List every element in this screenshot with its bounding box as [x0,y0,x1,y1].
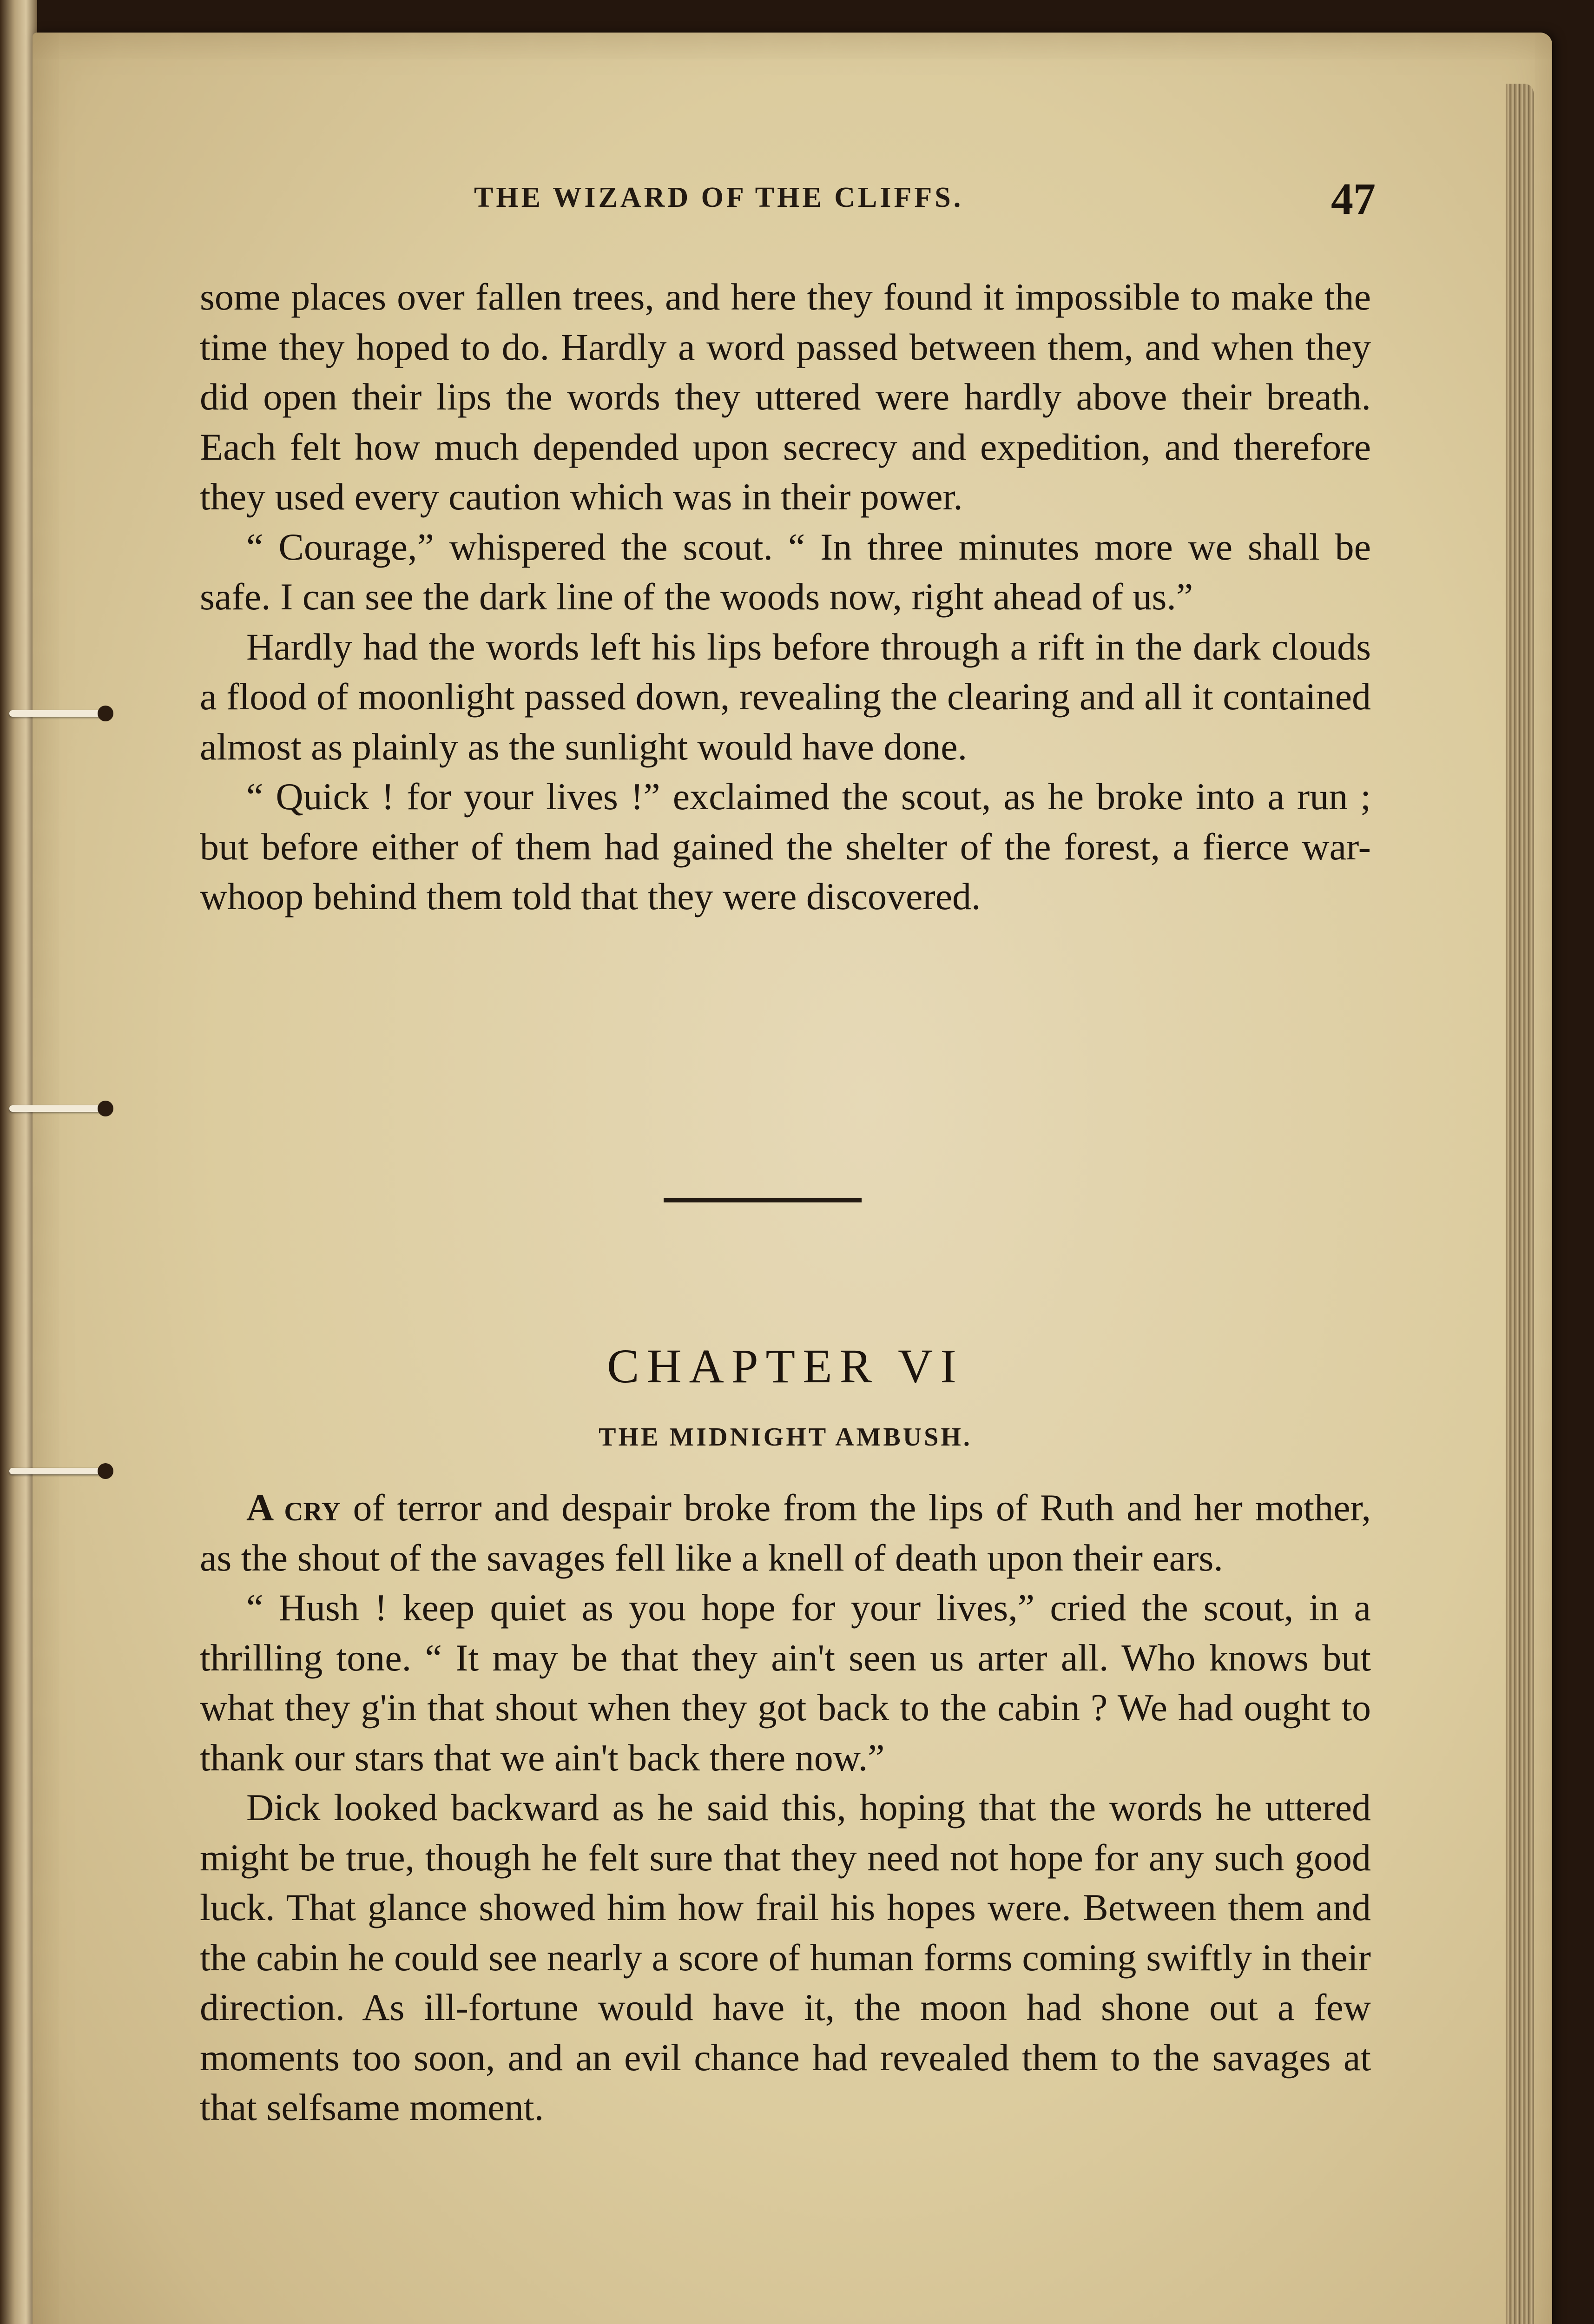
page-number: 47 [1331,174,1376,224]
paragraph: “ Hush ! keep quiet as you hope for your lives,” cried the scout, in a thrilling tone. “ It may be that they ain't seen us arter all. Who knows but what they g'in that shout when they got back to the cabin ? We had ought to thank our stars that we ain't back there now.” [200,1586,1371,1779]
paragraph: Dick looked backward as he said this, hoping that the words he uttered might be true, though he felt sure that they need not hope for any such good luck. That glance showed him how frail his hopes were. Between them and the cabin he could see nearly a score of human forms coming swiftly in their direction. As ill-fortune would have it, the moon had shone out a few moments too soon, and an evil chance had revealed them to the savages at that selfsame moment. [200,1786,1371,2128]
paragraph: some places over fallen trees, and here they found it impossible to make the time they hoped to do. Hardly a word passed between them, and when they did open their lips the words they uttered were hardly above their breath. Each felt how much depended upon secrecy and expedition, and therefore they used every caution which was in their power. [200,276,1371,518]
paragraph: “ Quick ! for your lives !” exclaimed the scout, as he broke into a run ; but before either of them had gained the shelter of the forest, a fierce war-whoop behind them told that they were discovered. [200,775,1371,918]
binding-stitch [9,697,116,730]
chapter-subtitle: THE MIDNIGHT AMBUSH. [599,1423,972,1452]
paragraph [200,1483,1371,1583]
chapter-title: CHAPTER VI [607,1340,964,1393]
binding-stitch [9,1455,116,1487]
opening-paragraph-text: of terror and despair broke from the lips of Ruth and her mother, as the shout of the savages fell like a knell of death upon their ears. [200,1486,1371,1579]
body-text-before-chapter [200,272,1371,922]
previous-leaf-edge [0,0,37,2324]
binding-stitch [9,1092,116,1125]
page-stack-edge [1506,84,1534,2324]
paragraph: Hardly had the words left his lips before through a rift in the dark clouds a flood of moonlight passed down, revealing the clearing and all it contained almost as plainly as the sunlight would have done. [200,625,1371,768]
chapter-body-text [200,1483,1371,2133]
paragraph: “ Courage,” whispered the scout. “ In three minutes more we shall be safe. I can see the dark line of the woods now, right ahead of us.” [200,525,1371,618]
opening-words: A cry [246,1486,341,1529]
page-header [204,174,1376,232]
section-divider [664,1198,862,1202]
running-title: THE WIZARD OF THE CLIFFS. [474,182,964,213]
